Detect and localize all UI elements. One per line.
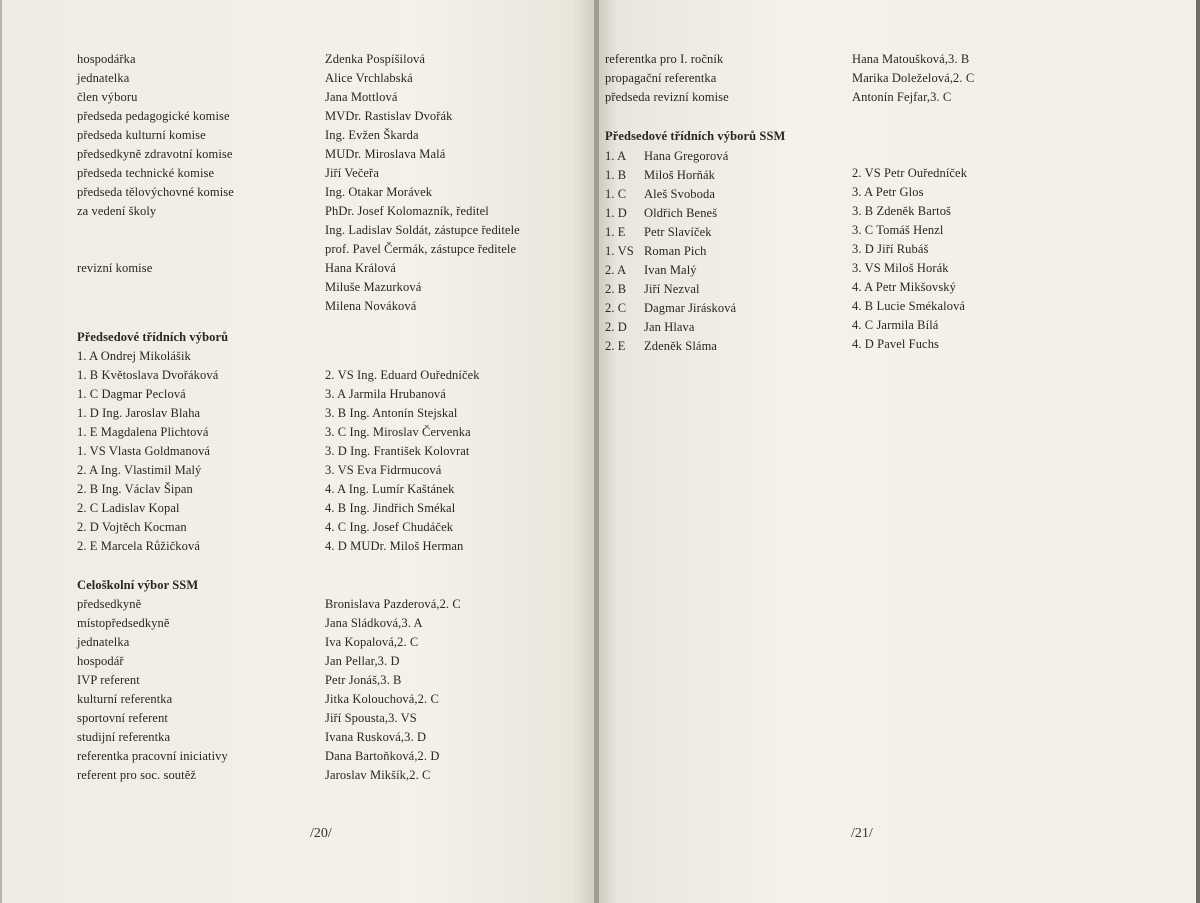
committee-member-name: Jana Mottlová xyxy=(325,90,398,104)
committee-member-name: Zdenka Pospíšilová xyxy=(325,52,426,66)
ssm-class-chair-entry: 3. VS Miloš Horák xyxy=(852,261,949,275)
ssm-class-chair-name: Dagmar Jirásková xyxy=(644,301,737,315)
ssm-role: místopředsedkyně xyxy=(77,616,170,630)
ssm-member-name: Hana Matoušková,3. B xyxy=(852,52,970,66)
class-code: 2. D xyxy=(605,320,627,334)
ssm-class-chair-entry: 4. B Lucie Smékalová xyxy=(852,299,966,313)
section-heading: Předsedové třídních výborů SSM xyxy=(605,129,786,143)
ssm-class-chair-name: Hana Gregorová xyxy=(644,149,729,163)
class-chair-entry: 3. C Ing. Miroslav Červenka xyxy=(325,425,471,439)
committee-member-name: MVDr. Rastislav Dvořák xyxy=(325,109,453,123)
committee-role: předseda pedagogické komise xyxy=(77,109,230,123)
committee-role: předseda kulturní komise xyxy=(77,128,206,142)
ssm-member-name: Antonín Fejfar,3. C xyxy=(852,90,952,104)
committee-role: hospodářka xyxy=(77,52,136,66)
class-chair-entry: 2. A Ing. Vlastimil Malý xyxy=(77,463,202,477)
class-chair-entry: 4. B Ing. Jindřich Smékal xyxy=(325,501,456,515)
ssm-role: referentka pracovní iniciativy xyxy=(77,749,228,763)
audit-member-name: Milena Nováková xyxy=(325,299,417,313)
ssm-class-chair-entry: 3. D Jiří Rubáš xyxy=(852,242,929,256)
ssm-class-chair-name: Miloš Horňák xyxy=(644,168,715,182)
page-edge xyxy=(1196,0,1200,903)
committee-role: předseda tělovýchovné komise xyxy=(77,185,234,199)
class-chair-entry: 3. A Jarmila Hrubanová xyxy=(325,387,446,401)
class-code: 1. C xyxy=(605,187,627,201)
ssm-member-name: Marika Doleželová,2. C xyxy=(852,71,975,85)
committee-member-name: Jiří Večeřa xyxy=(325,166,379,180)
ssm-role: referent pro soc. soutěž xyxy=(77,768,197,782)
class-chair-entry: 1. VS Vlasta Goldmanová xyxy=(77,444,211,458)
committee-member-name: PhDr. Josef Kolomazník, ředitel xyxy=(325,204,489,218)
class-code: 2. E xyxy=(605,339,626,353)
ssm-member-name: Petr Jonáš,3. B xyxy=(325,673,402,687)
class-chair-entry: 4. D MUDr. Miloš Herman xyxy=(325,539,464,553)
committee-member-name: Ing. Evžen Škarda xyxy=(325,128,419,142)
class-chair-entry: 2. E Marcela Růžičková xyxy=(77,539,200,553)
committee-member-name: MUDr. Miroslava Malá xyxy=(325,147,446,161)
ssm-class-chair-name: Jiří Nezval xyxy=(644,282,700,296)
ssm-class-chair-entry: 3. A Petr Glos xyxy=(852,185,924,199)
ssm-member-name: Bronislava Pazderová,2. C xyxy=(325,597,461,611)
committee-role: jednatelka xyxy=(77,71,130,85)
class-chair-entry: 3. B Ing. Antonín Stejskal xyxy=(325,406,458,420)
ssm-member-name: Jana Sládková,3. A xyxy=(325,616,423,630)
ssm-member-name: Jiří Spousta,3. VS xyxy=(325,711,417,725)
class-chair-entry: 1. B Květoslava Dvořáková xyxy=(77,368,219,382)
ssm-role: hospodář xyxy=(77,654,124,668)
ssm-class-chair-entry: 3. C Tomáš Henzl xyxy=(852,223,944,237)
ssm-role: jednatelka xyxy=(77,635,130,649)
section-heading: Předsedové třídních výborů xyxy=(77,330,229,344)
class-chair-entry: 2. D Vojtěch Kocman xyxy=(77,520,187,534)
ssm-class-chair-name: Zdeněk Sláma xyxy=(644,339,718,353)
committee-role: člen výboru xyxy=(77,90,138,104)
committee-member-name: Ing. Otakar Morávek xyxy=(325,185,433,199)
ssm-role: kulturní referentka xyxy=(77,692,173,706)
ssm-role: předsedkyně xyxy=(77,597,142,611)
ssm-role: referentka pro I. ročník xyxy=(605,52,724,66)
class-chair-entry: 1. E Magdalena Plichtová xyxy=(77,425,209,439)
ssm-role: předseda revizní komise xyxy=(605,90,729,104)
school-leadership-name: Ing. Ladislav Soldát, zástupce ředitele xyxy=(325,223,520,237)
ssm-class-chair-entry: 4. D Pavel Fuchs xyxy=(852,337,940,351)
school-leadership-name: prof. Pavel Čermák, zástupce ředitele xyxy=(325,242,517,256)
class-chair-entry: 3. VS Eva Fidrmucová xyxy=(325,463,442,477)
page-number: /20/ xyxy=(310,826,332,841)
class-chair-entry: 2. VS Ing. Eduard Ouředníček xyxy=(325,368,480,382)
ssm-class-chair-name: Aleš Svoboda xyxy=(644,187,715,201)
ssm-class-chair-entry: 4. C Jarmila Bílá xyxy=(852,318,939,332)
ssm-class-chair-entry: 4. A Petr Mikšovský xyxy=(852,280,956,294)
class-code: 1. D xyxy=(605,206,627,220)
ssm-member-name: Jaroslav Mikšík,2. C xyxy=(325,768,431,782)
ssm-class-chair-entry: 2. VS Petr Ouředníček xyxy=(852,166,968,180)
class-code: 1. E xyxy=(605,225,626,239)
ssm-member-name: Iva Kopalová,2. C xyxy=(325,635,419,649)
ssm-role: propagační referentka xyxy=(605,71,717,85)
section-heading: Celoškolní výbor SSM xyxy=(77,578,199,592)
class-chair-entry: 1. A Ondrej Mikolášik xyxy=(77,349,191,363)
ssm-class-chair-name: Petr Slavíček xyxy=(644,225,712,239)
ssm-member-name: Jan Pellar,3. D xyxy=(325,654,400,668)
ssm-role: studijní referentka xyxy=(77,730,171,744)
class-chair-entry: 2. C Ladislav Kopal xyxy=(77,501,180,515)
audit-member-name: Hana Králová xyxy=(325,261,396,275)
class-chair-entry: 1. D Ing. Jaroslav Blaha xyxy=(77,406,201,420)
committee-role: za vedení školy xyxy=(77,204,157,218)
class-code: 2. B xyxy=(605,282,627,296)
class-code: 1. B xyxy=(605,168,627,182)
ssm-class-chair-name: Roman Pich xyxy=(644,244,707,258)
class-chair-entry: 4. A Ing. Lumír Kaštánek xyxy=(325,482,455,496)
audit-member-name: Miluše Mazurková xyxy=(325,280,422,294)
audit-committee-label: revizní komise xyxy=(77,261,153,275)
committee-role: předsedkyně zdravotní komise xyxy=(77,147,233,161)
committee-role: předseda technické komise xyxy=(77,166,215,180)
class-chair-entry: 1. C Dagmar Peclová xyxy=(77,387,186,401)
ssm-role: IVP referent xyxy=(77,673,140,687)
class-code: 2. A xyxy=(605,263,627,277)
committee-member-name: Alice Vrchlabská xyxy=(325,71,413,85)
ssm-member-name: Dana Bartoňková,2. D xyxy=(325,749,440,763)
ssm-class-chair-name: Jan Hlava xyxy=(644,320,695,334)
class-chair-entry: 2. B Ing. Václav Šipan xyxy=(77,482,193,496)
class-chair-entry: 4. C Ing. Josef Chudáček xyxy=(325,520,454,534)
page-number: /21/ xyxy=(851,826,873,841)
left-page xyxy=(0,0,596,903)
page-edge xyxy=(0,0,2,903)
class-code: 1. VS xyxy=(605,244,634,258)
ssm-class-chair-name: Ivan Malý xyxy=(644,263,697,277)
class-code: 1. A xyxy=(605,149,627,163)
ssm-class-chair-name: Oldřich Beneš xyxy=(644,206,718,220)
class-code: 2. C xyxy=(605,301,627,315)
class-chair-entry: 3. D Ing. František Kolovrat xyxy=(325,444,470,458)
ssm-member-name: Ivana Rusková,3. D xyxy=(325,730,427,744)
ssm-role: sportovní referent xyxy=(77,711,169,725)
ssm-class-chair-entry: 3. B Zdeněk Bartoš xyxy=(852,204,952,218)
right-page xyxy=(599,0,1200,903)
ssm-member-name: Jitka Kolouchová,2. C xyxy=(325,692,439,706)
